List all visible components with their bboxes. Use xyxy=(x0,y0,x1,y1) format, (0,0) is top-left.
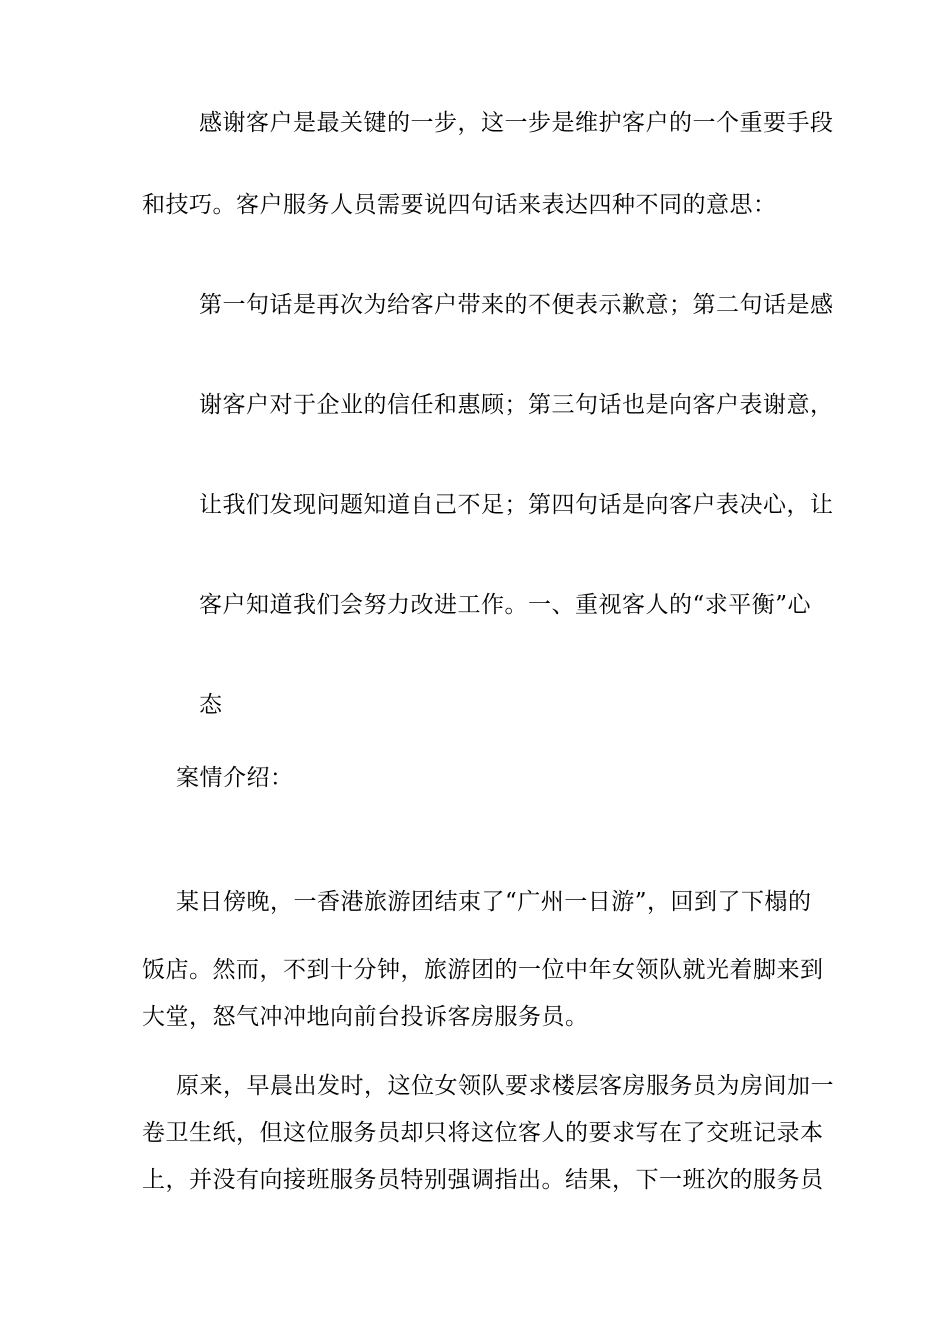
text-line: 第一句话是再次为给客户带来的不便表示歉意；第二句话是感 xyxy=(199,292,834,318)
text-line: 态 xyxy=(199,692,223,718)
text-line: 大堂，怒气冲冲地向前台投诉客房服务员。 xyxy=(142,1004,589,1030)
text-line: 客户知道我们会努力改进工作。一、重视客人的“求平衡”心 xyxy=(199,592,812,618)
text-line: 和技巧。客户服务人员需要说四句话来表达四种不同的意思： xyxy=(142,192,777,218)
text-line: 让我们发现问题知道自己不足；第四句话是向客户表决心，让 xyxy=(199,492,834,518)
text-line: 原来，早晨出发时，这位女领队要求楼层客房服务员为房间加一 xyxy=(176,1073,834,1099)
section-heading: 案情介绍： xyxy=(176,765,294,791)
text-line: 上，并没有向接班服务员特别强调指出。结果，下一班次的服务员 xyxy=(142,1167,824,1193)
text-line: 饭店。然而，不到十分钟，旅游团的一位中年女领队就光着脚来到 xyxy=(142,957,824,983)
text-line: 感谢客户是最关键的一步，这一步是维护客户的一个重要手段 xyxy=(199,110,834,136)
text-line: 谢客户对于企业的信任和惠顾；第三句话也是向客户表谢意， xyxy=(199,392,834,418)
text-line: 卷卫生纸，但这位服务员却只将这位客人的要求写在了交班记录本 xyxy=(142,1120,824,1146)
text-line: 某日傍晚，一香港旅游团结束了“广州一日游”，回到了下榻的 xyxy=(176,889,812,915)
